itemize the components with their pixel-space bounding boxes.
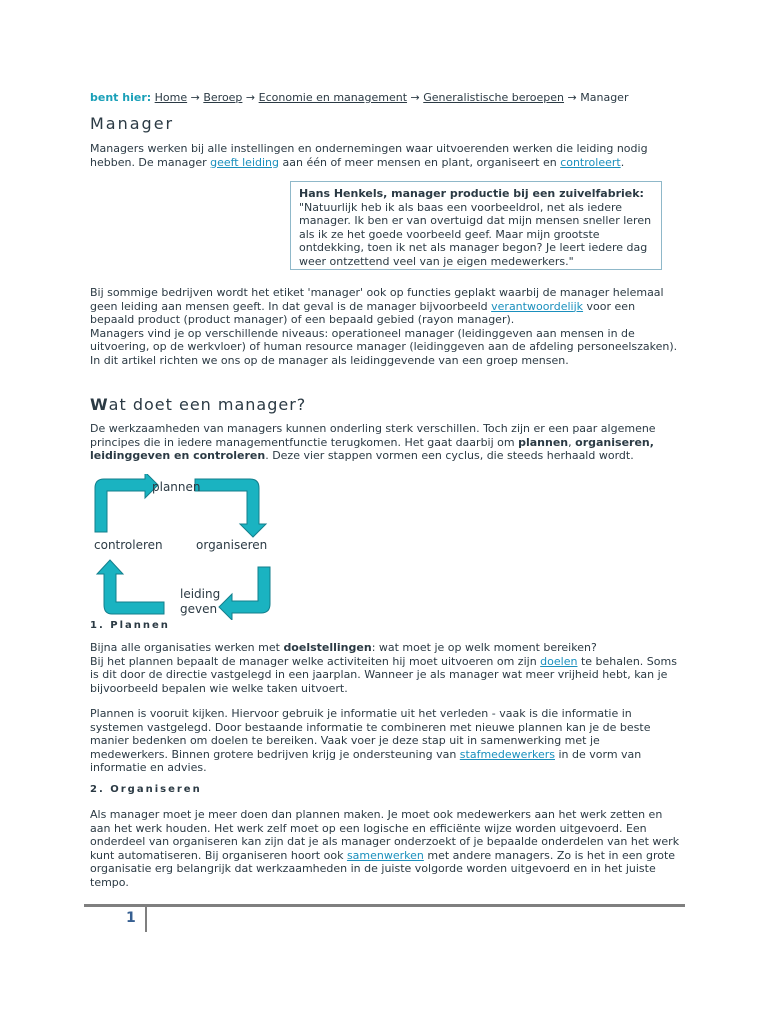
- quote-box: [290, 181, 662, 270]
- arrow-bottom: [219, 567, 270, 620]
- para-text: Als manager moet je meer doen dan plannen maken. Je moet ook medewerkers aan het werk zetten en aan het werk houden. Het werk zelf moet op een logische en efficiënte wijze worden uitgevoerd. Een onderdeel van organiseren kan zijn dat je als manager onderzoekt of je bepaalde onderdelen van het werk kunt automatiseren. Bij organiseren hoort ook: [90, 808, 680, 862]
- section-heading-text: at doet een manager?: [108, 395, 307, 414]
- breadcrumb-separator: →: [190, 91, 200, 104]
- bold-term: plannen: [518, 435, 569, 449]
- breadcrumb: [90, 91, 628, 104]
- bold-term: organiseren, leidinggeven en controleren: [90, 435, 654, 462]
- intro-text: Managers werken bij alle instellingen en ondernemingen waar uitvoerenden werken die leiding nodig hebben. De manager: [90, 142, 648, 169]
- para-text: De werkzaamheden van managers kunnen onderling sterk verschillen. Toch zijn er een paar algemene principes die in iedere managementfunctie terugkomen. Het gaat daarbij om: [90, 422, 656, 449]
- intro-text: aan één of meer mensen en plant, organiseert en: [279, 155, 561, 169]
- cycle-label-leiding: leiding: [180, 587, 221, 601]
- para-text: met andere managers. Zo is het in een grote organisatie erg belangrijk dat werkzaamheden in de juiste volgorde worden uitgevoerd en in het juiste tempo.: [90, 848, 676, 889]
- para-text: Plannen is vooruit kijken. Hiervoor gebruik je informatie uit het verleden - vaak is die informatie in systemen vastgelegd. Door bestaande informatie te combineren met nieuwe plannen kan je de beste manier bedenken om doelen te bereiken. Vaak voer je deze stap uit in samenwerking met je medewerkers. Binnen grotere bedrijven krijg je ondersteuning van: [90, 707, 651, 761]
- breadcrumb-link-home[interactable]: Home: [154, 91, 188, 104]
- page-title: Manager: [90, 114, 175, 133]
- cycle-label-geven: geven: [180, 602, 218, 616]
- para-text: . Deze vier stappen vormen een cyclus, die steeds herhaald wordt.: [265, 449, 634, 462]
- paragraph-niveaus: Managers vind je op verschillende niveaus: operationeel manager (leidinggeven aan mensen in de uitvoering, op de werkvloer) of human resource manager (leidinggeven aan de afdeling personeelszaken). In dit artikel richten we ons op de manager als leidinggevende van een groep mensen.: [90, 326, 678, 367]
- management-cycle-diagram: [90, 474, 290, 620]
- para-text: in de vorm van informatie en advies.: [90, 747, 642, 774]
- link-stafmedewerkers[interactable]: stafmedewerkers: [459, 747, 555, 761]
- breadcrumb-link-economie[interactable]: Economie en management: [258, 91, 408, 104]
- paragraph-etiket-1: [90, 286, 680, 327]
- paragraph-plannen-2: [90, 707, 680, 775]
- para-text: te behalen. Soms is dit door de directie vastgelegd in een jaarplan. Wanneer je als manager wat meer vrijheid hebt, kan je bijvoorbeeld bepalen wie welke taken uitvoert.: [90, 654, 677, 695]
- link-samenwerken[interactable]: samenwerken: [346, 848, 424, 862]
- para-text: Bij sommige bedrijven wordt het etiket 'manager' ook op functies geplakt waarbij de manager helemaal geen leiding aan mensen geeft. In dat geval is de manager bijvoorbeeld: [90, 286, 664, 313]
- breadcrumb-separator: →: [410, 91, 420, 104]
- arrow-right: [195, 479, 266, 537]
- paragraph-plannen-1: [90, 641, 680, 695]
- intro-paragraph: [90, 142, 680, 169]
- para-text: ,: [568, 435, 576, 449]
- para-text: Bijna alle organisaties werken met: [90, 641, 284, 654]
- breadcrumb-separator: →: [245, 91, 256, 104]
- heading-organiseren: 2. Organiseren: [90, 784, 202, 795]
- cycle-label-organiseren: organiseren: [196, 538, 268, 552]
- section-heading-initial: W: [90, 395, 109, 414]
- para-text: voor een bepaald product (product manager) of een bepaald gebied (rayon manager).: [90, 299, 636, 326]
- para-text: Bij het plannen bepaalt de manager welke activiteiten hij moet uitvoeren om zijn: [90, 654, 541, 668]
- paragraph-organiseren: [90, 808, 680, 889]
- link-doelen[interactable]: doelen: [540, 654, 578, 668]
- breadcrumb-current: Manager: [580, 91, 629, 104]
- footer-divider: [145, 906, 147, 932]
- footer-rule: [84, 904, 685, 907]
- arrow-top: [95, 474, 158, 532]
- heading-plannen: 1. Plannen: [90, 620, 170, 631]
- cycle-label-controleren: controleren: [94, 538, 163, 552]
- cycle-label-plannen: plannen: [152, 480, 201, 494]
- quote-text: "Natuurlijk heb ik als baas een voorbeeldrol, net als iedere manager. Ik ben er van overtuigd dat mijn mensen sneller leren als ik ze het goede voorbeeld geef. Maar mijn grootste ontdekking, toen ik net als manager begon? Je leert iedere dag weer ontzettend veel van je eigen medewerkers.": [299, 200, 652, 268]
- link-controleert[interactable]: controleert: [560, 155, 621, 169]
- paragraph-werkzaamheden: [90, 422, 680, 463]
- para-text: : wat moet je op welk moment bereiken?: [371, 641, 597, 654]
- breadcrumb-link-generalistisch[interactable]: Generalistische beroepen: [423, 91, 565, 104]
- quote-author: Hans Henkels, manager productie bij een zuivelfabriek:: [299, 187, 644, 200]
- intro-text: .: [620, 155, 625, 169]
- arrow-left: [97, 560, 164, 614]
- section-heading: [90, 395, 306, 414]
- link-verantwoordelijk[interactable]: verantwoordelijk: [491, 299, 584, 313]
- breadcrumb-prefix: bent hier:: [90, 91, 152, 104]
- link-geeft-leiding[interactable]: geeft leiding: [210, 155, 279, 169]
- paragraph-etiket: [90, 286, 680, 367]
- breadcrumb-link-beroep[interactable]: Beroep: [203, 91, 243, 104]
- bold-term: doelstellingen: [283, 641, 372, 654]
- page-number: 1: [126, 910, 136, 926]
- breadcrumb-separator: →: [567, 91, 577, 104]
